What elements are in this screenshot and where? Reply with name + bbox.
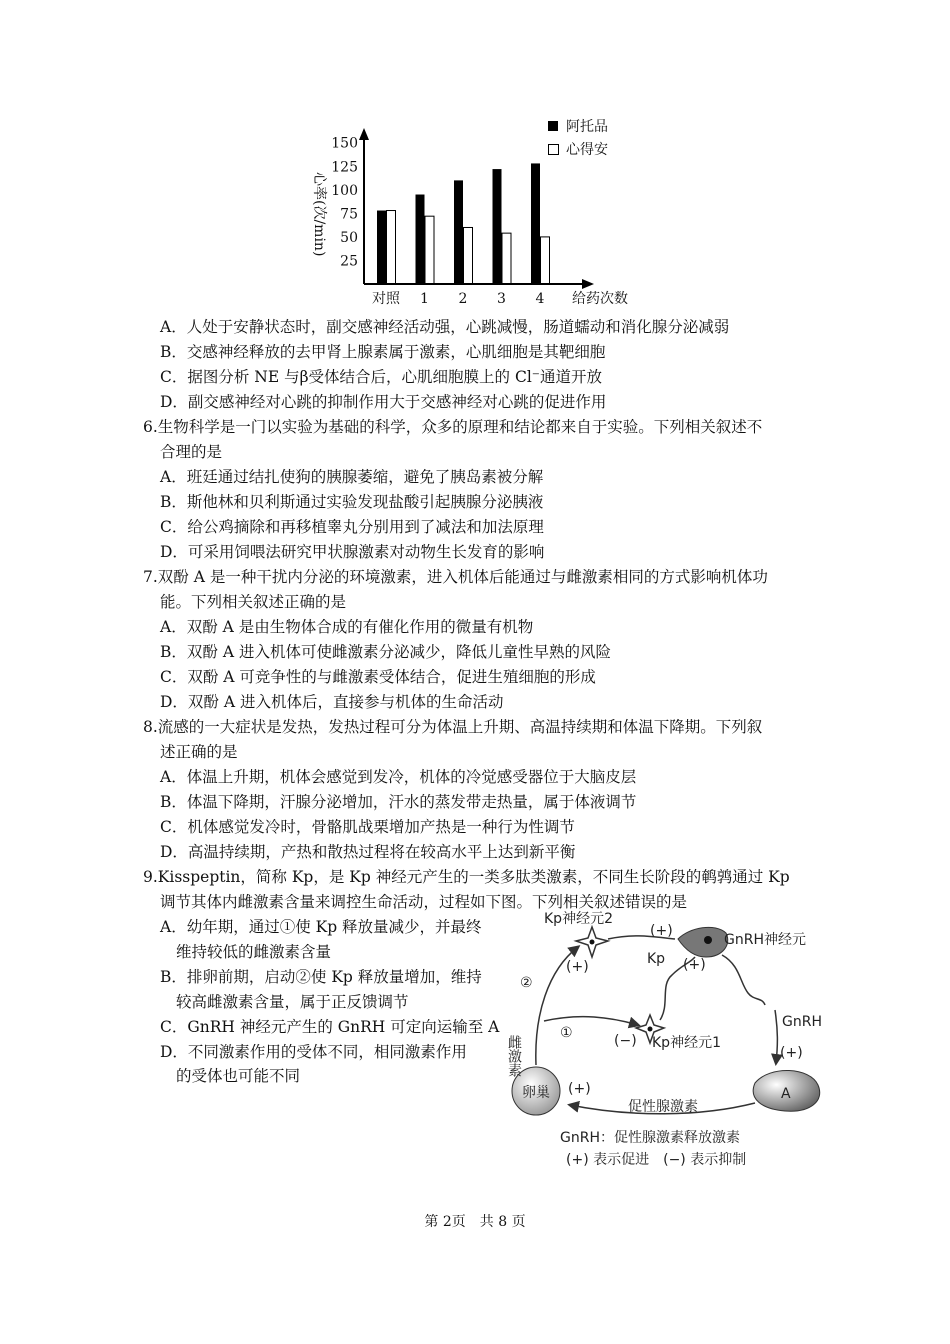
bar-atropine-1 [416,195,425,284]
gnrh-label: GnRH [782,1014,822,1030]
kp2-to-gnrh-plus: (+) [650,923,673,939]
bar-atropine-4 [531,163,540,284]
bar-atropine-2 [454,180,463,284]
gland-a-label: A [781,1086,791,1102]
q7-option-a: A．双酚 A 是由生物体合成的有催化作用的微量有机物 [160,618,534,636]
ovary-label: 卵巢 [522,1085,550,1101]
q6-option-d: D．可采用饲喂法研究甲状腺激素对动物生长发育的影响 [160,543,545,561]
kp-label: Kp [647,951,666,967]
x-tick-label: 2 [458,291,468,307]
q6-option-a: A．班廷通过结扎使狗的胰腺萎缩，避免了胰岛素被分解 [160,468,544,486]
y-tick-label: 100 [331,182,358,199]
kp-neuron-1-nucleus [648,1027,653,1032]
x-axis-arrow [582,279,594,289]
q9-option-a-cont: 维持较低的雌激素含量 [176,943,332,961]
page-footer: 第 2页 共 8 页 [424,1214,526,1230]
y-tick-label: 50 [340,229,358,246]
q7-option-c: C．双酚 A 可竞争性的与雌激素受体结合，促进生殖细胞的形成 [160,668,596,686]
y-tick-label: 25 [340,253,358,270]
bar-propranolol-3 [502,233,511,284]
q7-option-b: B．双酚 A 进入机体可使雌激素分泌减少，降低儿童性早熟的风险 [160,643,611,661]
gnrh-to-a-plus: (+) [780,1045,803,1061]
gonadotropin-label: 促性腺激素 [628,1099,698,1115]
pathway-1-label: ① [560,1025,573,1041]
kp-neuron-2-nucleus [590,940,595,945]
q8-stem: 8.流感的一大症状是发热，发热过程可分为体温上升期、高温持续期和体温下降期。下列叙 [143,718,763,736]
q5-option-d: D．副交感神经对心跳的抑制作用大于交感神经对心跳的促进作用 [160,393,607,411]
q9-stem: 9.Kisspeptin，简称 Kp，是 Kp 神经元产生的一类多肽类激素，不同生长阶段的鹌鹑通过 Kp [143,868,790,886]
y-tick-label: 75 [340,206,358,223]
bar-atropine-0 [377,211,386,284]
estrogen-label: 雌激素 [506,1035,522,1077]
pathway-1-arrow [544,1017,638,1025]
kp1-to-gnrh-plus: (+) [683,957,706,973]
bar-propranolol-1 [425,216,434,284]
legend-gnrh: GnRH：促性腺激素释放激素 [560,1130,740,1146]
x-tick-label: 1 [420,291,429,307]
q9-option-d-cont: 的受体也可能不同 [176,1067,301,1085]
q7-stem: 7.双酚 A 是一种干扰内分泌的环境激素，进入机体后能通过与雌激素相同的方式影响机体功 [143,568,768,586]
gnrh-neuron-shape [678,927,728,957]
legend-swatch-propranolol [549,145,559,155]
q8-stem-cont: 述正确的是 [160,743,238,761]
gnrh-axon [722,955,765,1005]
gnrh-to-a-arrow [775,1010,777,1063]
pathway-2-label: ② [520,975,533,991]
q5-option-b: B．交感神经释放的去甲肾上腺素属于激素，心肌细胞是其靶细胞 [160,343,606,361]
q9-option-b: B．排卵前期，启动②使 Kp 释放量增加，维持 [160,968,482,986]
kp-regulation-diagram [500,905,840,1175]
q5-option-a: A．人处于安静状态时，副交感神经活动强，心跳减慢，肠道蠕动和消化腺分泌减弱 [160,318,730,336]
legend-swatch-atropine [548,121,558,131]
y-axis-arrow [359,128,369,140]
legend-label-propranolol: 心得安 [566,142,608,158]
q9-option-b-cont: 较高雌激素含量，属于正反馈调节 [176,993,409,1011]
gnrh-neuron-nucleus [704,936,712,944]
q8-option-b: B．体温下降期，汗腺分泌增加，汗水的蒸发带走热量，属于体液调节 [160,793,637,811]
q6-option-c: C．给公鸡摘除和再移植睾丸分别用到了减法和加法原理 [160,518,544,536]
q6-stem-cont: 合理的是 [160,443,223,461]
kp2-plus: (+) [566,959,589,975]
q8-option-c: C．机体感觉发冷时，骨骼肌战栗增加产热是一种行为性调节 [160,818,575,836]
q9-stem-cont: 调节其体内雌激素含量来调控生命活动，过程如下图。下列相关叙述错误的是 [160,893,688,911]
y-tick-label: 150 [331,135,358,152]
y-tick-label: 125 [331,159,358,176]
q7-stem-cont: 能。下列相关叙述正确的是 [160,593,347,611]
x-tick-label: 3 [497,291,506,307]
bar-propranolol-4 [541,237,550,284]
gnrh-neuron-label: GnRH神经元 [724,932,806,948]
q8-option-d: D．高温持续期，产热和散热过程将在较高水平上达到新平衡 [160,843,576,861]
bar-propranolol-0 [387,211,396,284]
q9-option-d: D．不同激素作用的受体不同，相同激素作用 [160,1043,467,1061]
q8-option-a: A．体温上升期，机体会感觉到发冷，机体的冷觉感受器位于大脑皮层 [160,768,637,786]
ovary-plus: (+) [568,1081,591,1097]
q7-option-d: D．双酚 A 进入机体后，直接参与机体的生命活动 [160,693,504,711]
kp-neuron-2-label: Kp神经元2 [544,911,613,927]
heart-rate-chart [300,110,645,310]
kp1-minus: (−) [614,1033,637,1049]
bar-atropine-3 [493,169,502,284]
q9-option-a: A．幼年期，通过①使 Kp 释放量减少，并最终 [160,918,482,936]
x-axis-label: 给药次数 [572,291,628,307]
x-tick-label: 对照 [372,291,400,307]
x-tick-label: 4 [535,291,545,307]
legend-signs: (+) 表示促进 (−) 表示抑制 [566,1152,747,1168]
legend-label-atropine: 阿托品 [566,119,608,135]
kp-neuron-1-label: Kp神经元1 [652,1035,721,1051]
q9-option-c: C．GnRH 神经元产生的 GnRH 可定向运输至 A [160,1018,500,1036]
y-axis-label: 心率(次/min) [311,172,327,257]
q6-stem: 6.生物科学是一门以实验为基础的科学，众多的原理和结论都来自于实验。下列相关叙述不 [143,418,763,436]
q6-option-b: B．斯他林和贝利斯通过实验发现盐酸引起胰腺分泌胰液 [160,493,544,511]
q5-option-c: C．据图分析 NE 与β受体结合后，心肌细胞膜上的 Cl⁻通道开放 [160,368,602,386]
bar-propranolol-2 [464,227,473,284]
